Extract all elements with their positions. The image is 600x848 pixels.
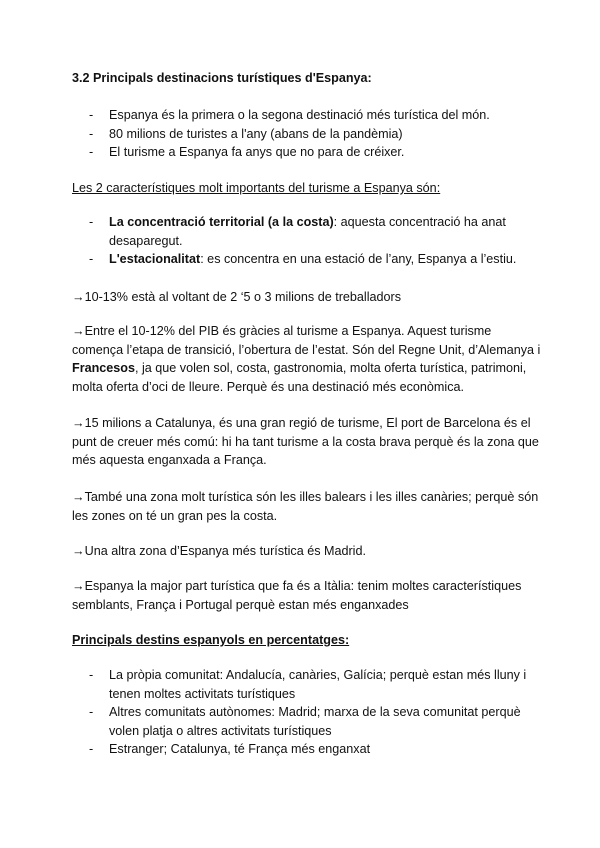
list-item-text: Estranger; Catalunya, té França més enganxat [109, 742, 371, 756]
paragraph-text: més aquesta enganxada a França. [72, 453, 267, 467]
list-dash: - [89, 742, 94, 756]
characteristic-term: L'estacionalitat [109, 252, 201, 266]
paragraph-text: 15 milions a Catalunya, és una gran regió de turisme, El port de Barcelona és el [84, 416, 531, 430]
list-item-text [109, 213, 529, 232]
characteristic-term: La concentració territorial (a la costa) [109, 215, 334, 229]
paragraph-text: També una zona molt turística són les illes balears i les illes canàries; perquè són [84, 490, 539, 504]
list-item [89, 143, 529, 162]
section-title: 3.2 Principals destinacions turístiques d'Espanya: [72, 71, 372, 85]
arrow-icon: → [72, 416, 85, 430]
paragraph-catalunya [72, 414, 539, 470]
characteristic-desc: : es concentra en una estació de l’any, Espanya a l’estiu. [200, 252, 517, 266]
list-item [89, 703, 529, 740]
list-dash: - [89, 252, 94, 266]
list-dash: - [89, 108, 94, 122]
paragraph-workers [72, 288, 532, 307]
list-item-text: La pròpia comunitat: Andalucía, canàries, Galícia; perquè estan més lluny i [109, 668, 527, 682]
paragraph-text: molta oferta d’oci de lleure. Perquè és una destinació més econòmica. [72, 379, 465, 394]
list-item [89, 213, 529, 250]
list-item-text: 80 milions de turistes a l'any (abans de la pandèmia) [109, 126, 403, 141]
list-item-text: Altres comunitats autònomes: Madrid; marxa de la seva comunitat perquè [109, 705, 521, 719]
paragraph-text: Espanya la major part turística que fa és a Itàlia: tenim moltes característiques [84, 579, 522, 593]
list-item [89, 106, 529, 125]
paragraph-text: comença l’etapa de transició, l’obertura de l’estat. Són del Regne Unit, d’Alemanya i [72, 342, 541, 357]
characteristics-list [89, 213, 529, 269]
arrow-icon: → [72, 290, 85, 304]
list-dash: - [89, 705, 94, 719]
list-item [89, 250, 529, 269]
paragraph-italia [72, 577, 532, 614]
list-item-text [109, 250, 529, 269]
arrow-icon: → [72, 544, 85, 558]
intro-list [89, 106, 529, 162]
destinations-heading: Principals destins espanyols en percentatges: [72, 633, 350, 647]
list-item-continuation: volen platja o altres activitats turístiques [109, 723, 332, 738]
destinations-list [89, 666, 529, 759]
characteristics-heading: Les 2 característiques molt importants del turisme a Espanya són: [72, 181, 441, 195]
arrow-icon: → [72, 579, 85, 593]
paragraph-pib [72, 322, 541, 396]
list-dash: - [89, 126, 94, 141]
list-item [89, 666, 529, 703]
characteristic-desc: : aquesta concentració ha anat [333, 215, 506, 229]
arrow-icon: → [72, 324, 85, 338]
paragraph-text: les zones on té un gran pes la costa. [72, 508, 278, 523]
list-dash: - [89, 145, 94, 159]
paragraph-text: semblants, França i Portugal perquè estan més enganxades [72, 597, 409, 612]
list-item-text: El turisme a Espanya fa anys que no para de créixer. [109, 145, 405, 159]
arrow-icon: → [72, 490, 85, 504]
paragraph-illes [72, 488, 539, 525]
list-item-continuation: tenen moltes activitats turístiques [109, 686, 296, 701]
paragraph-text: punt de creuer més comú: hi ha tant turisme a la costa brava perquè és la zona que [72, 434, 539, 449]
list-dash: - [89, 668, 94, 682]
list-dash: - [89, 215, 94, 229]
paragraph-text: , ja que volen sol, costa, gastronomia, molta oferta turística, patrimoni, [135, 361, 527, 375]
list-item [89, 740, 529, 759]
paragraph-text: Entre el 10-12% del PIB és gràcies al turisme a Espanya. Aquest turisme [84, 324, 492, 338]
paragraph-text: 10-13% està al voltant de 2 ‘5 o 3 milions de treballadors [84, 290, 402, 304]
paragraph-madrid [72, 542, 532, 561]
list-item [89, 125, 529, 144]
list-item-continuation: desaparegut. [109, 233, 183, 248]
paragraph-text: Una altra zona d’Espanya més turística és Madrid. [84, 544, 366, 558]
bold-word: Francesos [72, 361, 135, 375]
list-item-text: Espanya és la primera o la segona destinació més turística del món. [109, 108, 490, 122]
